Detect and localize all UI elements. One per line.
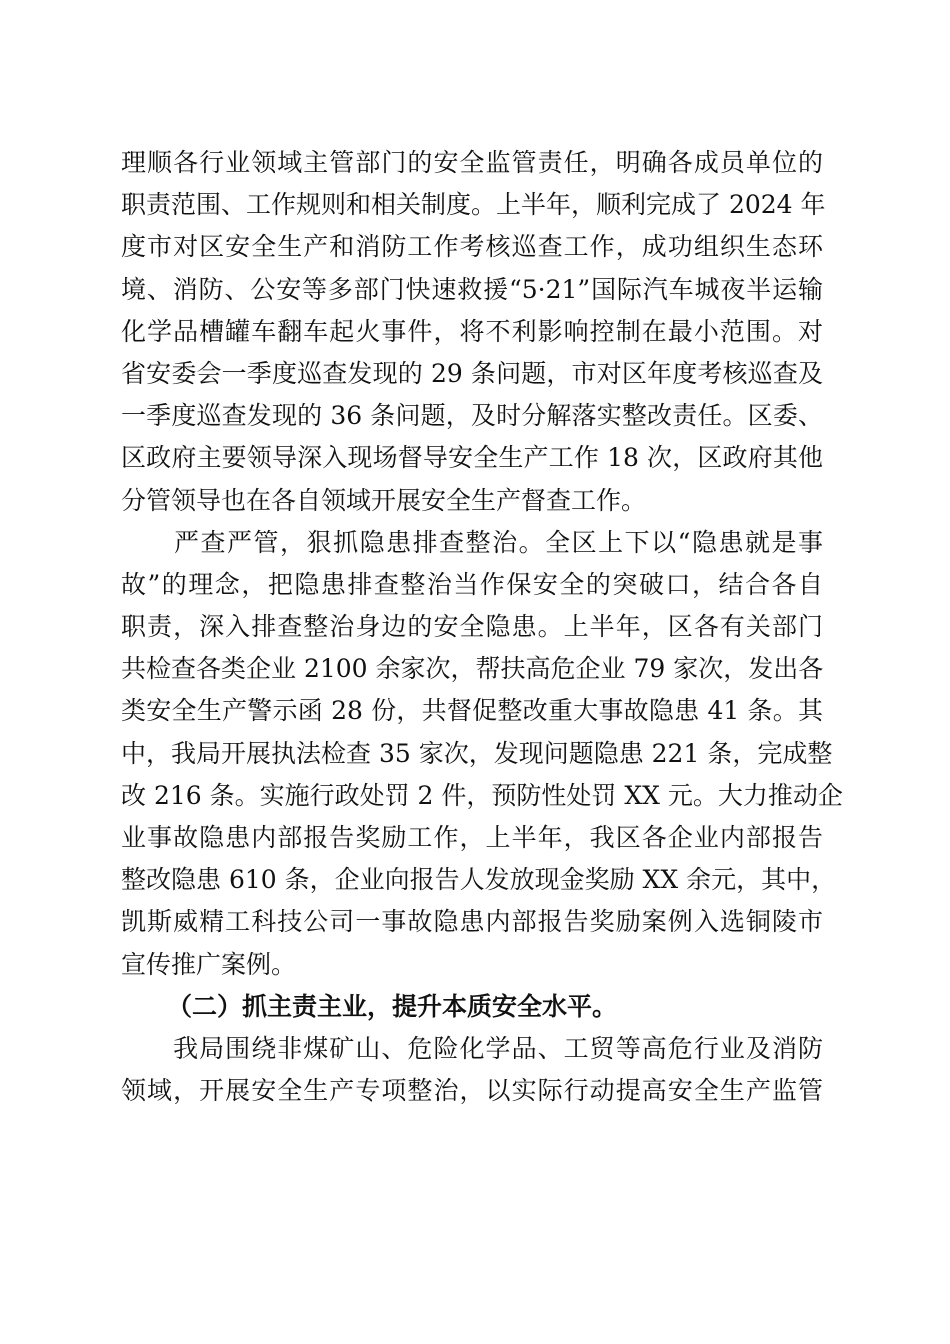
paragraph-1-line: 理顺各行业领域主管部门的安全监管责任，明确各成员单位的 xyxy=(121,148,823,177)
paragraph-1-line: 一季度巡查发现的 36 条问题，及时分解落实整改责任。区委、 xyxy=(121,401,823,431)
paragraph-3-line: 我局围绕非煤矿山、危险化学品、工贸等高危行业及消防 xyxy=(121,1033,823,1063)
paragraph-2-line: 凯斯威精工科技公司一事故隐患内部报告奖励案例入选铜陵市 xyxy=(121,907,823,937)
paragraph-1-line: 省安委会一季度巡查发现的 29 条问题，市对区年度考核巡查及 xyxy=(121,358,823,388)
paragraph-2-line: 共检查各类企业 2100 余家次，帮扶高危企业 79 家次，发出各 xyxy=(121,654,824,684)
paragraph-2-line: 业事故隐患内部报告奖励工作，上半年，我区各企业内部报告 xyxy=(121,823,823,852)
paragraph-1-line: 分管领导也在各自领域开展安全生产督查工作。 xyxy=(121,485,647,515)
paragraph-2-line: 严查严管，狠抓隐患排查整治。全区上下以“隐患就是事 xyxy=(121,527,823,557)
paragraph-1-line: 境、消防、公安等多部门快速救援“5·21”国际汽车城夜半运输 xyxy=(121,274,823,304)
paragraph-1-line: 度市对区安全生产和消防工作考核巡查工作，成功组织生态环 xyxy=(121,232,823,262)
paragraph-2-line: 整改隐患 610 条，企业向报告人发放现金奖励 XX 余元，其中， xyxy=(121,865,837,895)
paragraph-1-line: 区政府主要领导深入现场督导安全生产工作 18 次，区政府其他 xyxy=(121,443,823,473)
section-heading: （二）抓主责主业，提升本质安全水平。 xyxy=(167,991,618,1021)
document-body xyxy=(121,142,843,1112)
paragraph-1-line: 化学品槽罐车翻车起火事件，将不利影响控制在最小范围。对 xyxy=(121,316,823,346)
paragraph-3-line: 领域，开展安全生产专项整治，以实际行动提高安全生产监管 xyxy=(121,1076,823,1106)
paragraph-1-line: 职责范围、工作规则和相关制度。上半年，顺利完成了 2024 年 xyxy=(121,190,826,220)
paragraph-2-line: 类安全生产警示函 28 份，共督促整改重大事故隐患 41 条。其 xyxy=(121,696,823,726)
paragraph-2-line: 改 216 条。实施行政处罚 2 件，预防性处罚 XX 元。大力推动企 xyxy=(121,780,843,810)
paragraph-2-line: 职责，深入排查整治身边的安全隐患。上半年，区各有关部门 xyxy=(121,612,823,642)
paragraph-2-line: 宣传推广案例。 xyxy=(121,949,297,979)
paragraph-2-line: 中，我局开展执法检查 35 家次，发现问题隐患 221 条，完成整 xyxy=(121,738,833,768)
paragraph-2-line: 故”的理念，把隐患排查整治当作保安全的突破口，结合各自 xyxy=(121,569,823,599)
